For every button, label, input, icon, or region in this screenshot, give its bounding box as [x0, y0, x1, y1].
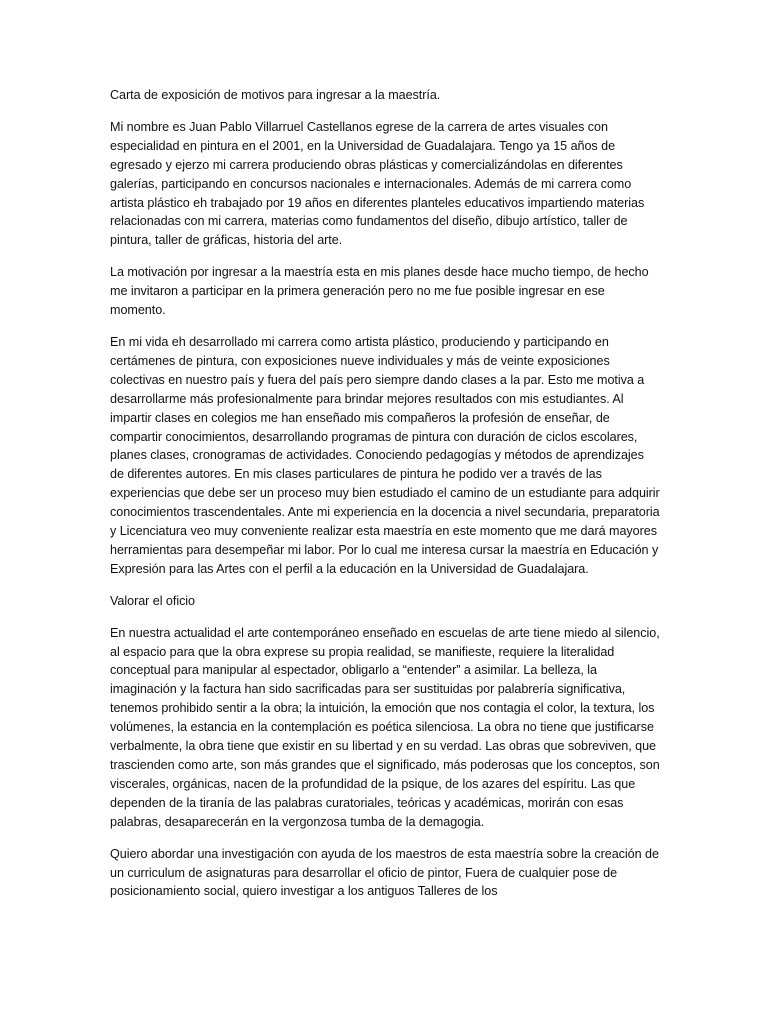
document-title: Carta de exposición de motivos para ingresar a la maestría.: [110, 88, 441, 102]
paragraph-motivation: La motivación por ingresar a la maestría esta en mis planes desde hace mucho tiempo, de hecho me invitaron a participar en la primera generación pero no me fue posible ingresar en ese momento.: [110, 265, 649, 318]
paragraph-contemporary-art: En nuestra actualidad el arte contemporáneo enseñado en escuelas de arte tiene miedo al silencio, al espacio para que la obra exprese su propia realidad, se manifieste, requiere la literalidad conceptual para manipular al espectador, obligarlo a “entender” a asimilar. La belleza, la imaginación y la factura han sido sacrificadas para ser sustituidas por palabrería significativa, tenemos prohibido sentir a la obra; la intuición, la emoción que nos contagia el color, la textura, los volúmenes, la estancia en la contemplación es poética silenciosa. La obra no tiene que justificarse verbalmente, la obra tiene que existir en su libertad y en su verdad. Las obras que sobreviven, que trascienden como arte, son más grandes que el significado, más poderosas que los conceptos, son viscerales, orgánicas, nacen de la profundidad de la psique, de los azares del espíritu. Las que dependen de la tiranía de las palabras curatoriales, teóricas y académicas, morirán con esas palabras, desaparecerán en la vergonzosa tumba de la demagogia.: [110, 625, 660, 829]
document-body: [110, 86, 660, 914]
paragraph-research: Quiero abordar una investigación con ayuda de los maestros de esta maestría sobre la creación de un curriculum de asignaturas para desarrollar el oficio de pintor, Fuera de cualquier pose de posicionamiento social, quiero investigar a los antiguos Talleres de los: [110, 846, 659, 899]
paragraph-intro: Mi nombre es Juan Pablo Villarruel Castellanos egrese de la carrera de artes visuales con especialidad en pintura en el 2001, en la Universidad de Guadalajara. Tengo ya 15 años de egresado y ejerzo mi carrera produciendo obras plásticas y comercializándolas en diferentes galerías, participando en concursos nacionales e internacionales. Además de mi carrera como artista plástico eh trabajado por 19 años en diferentes planteles educativos impartiendo materias relacionadas con mi carrera, materias como fundamentos del diseño, dibujo artístico, taller de pintura, taller de gráficas, historia del arte.: [110, 119, 645, 248]
section-heading: Valorar el oficio: [110, 593, 196, 608]
paragraph-experience: En mi vida eh desarrollado mi carrera como artista plástico, produciendo y participando en certámenes de pintura, con exposiciones nueve individuales y más de veinte exposiciones colectivas en nuestro país y fuera del país pero siempre dando clases a la par. Esto me motiva a desarrollarme más profesionalmente para brindar mejores resultados con mis estudiantes. Al impartir clases en colegios me han enseñado mis compañeros la profesión de enseñar, de compartir conocimientos, desarrollando programas de pintura con duración de ciclos escolares, planes clases, cronogramas de actividades. Conociendo pedagogías y métodos de aprendizajes de diferentes autores. En mis clases particulares de pintura he podido ver a través de las experiencias que debe ser un proceso muy bien estudiado el camino de un estudiante para adquirir conocimientos trascendentales. Ante mi experiencia en la docencia a nivel secundaria, preparatoria y Licenciatura veo muy conveniente realizar esta maestría en este momento que me dará mayores herramientas para desempeñar mi labor. Por lo cual me interesa cursar la maestría en Educación y Expresión para las Artes con el perfil a la educación en la Universidad de Guadalajara.: [110, 334, 660, 576]
